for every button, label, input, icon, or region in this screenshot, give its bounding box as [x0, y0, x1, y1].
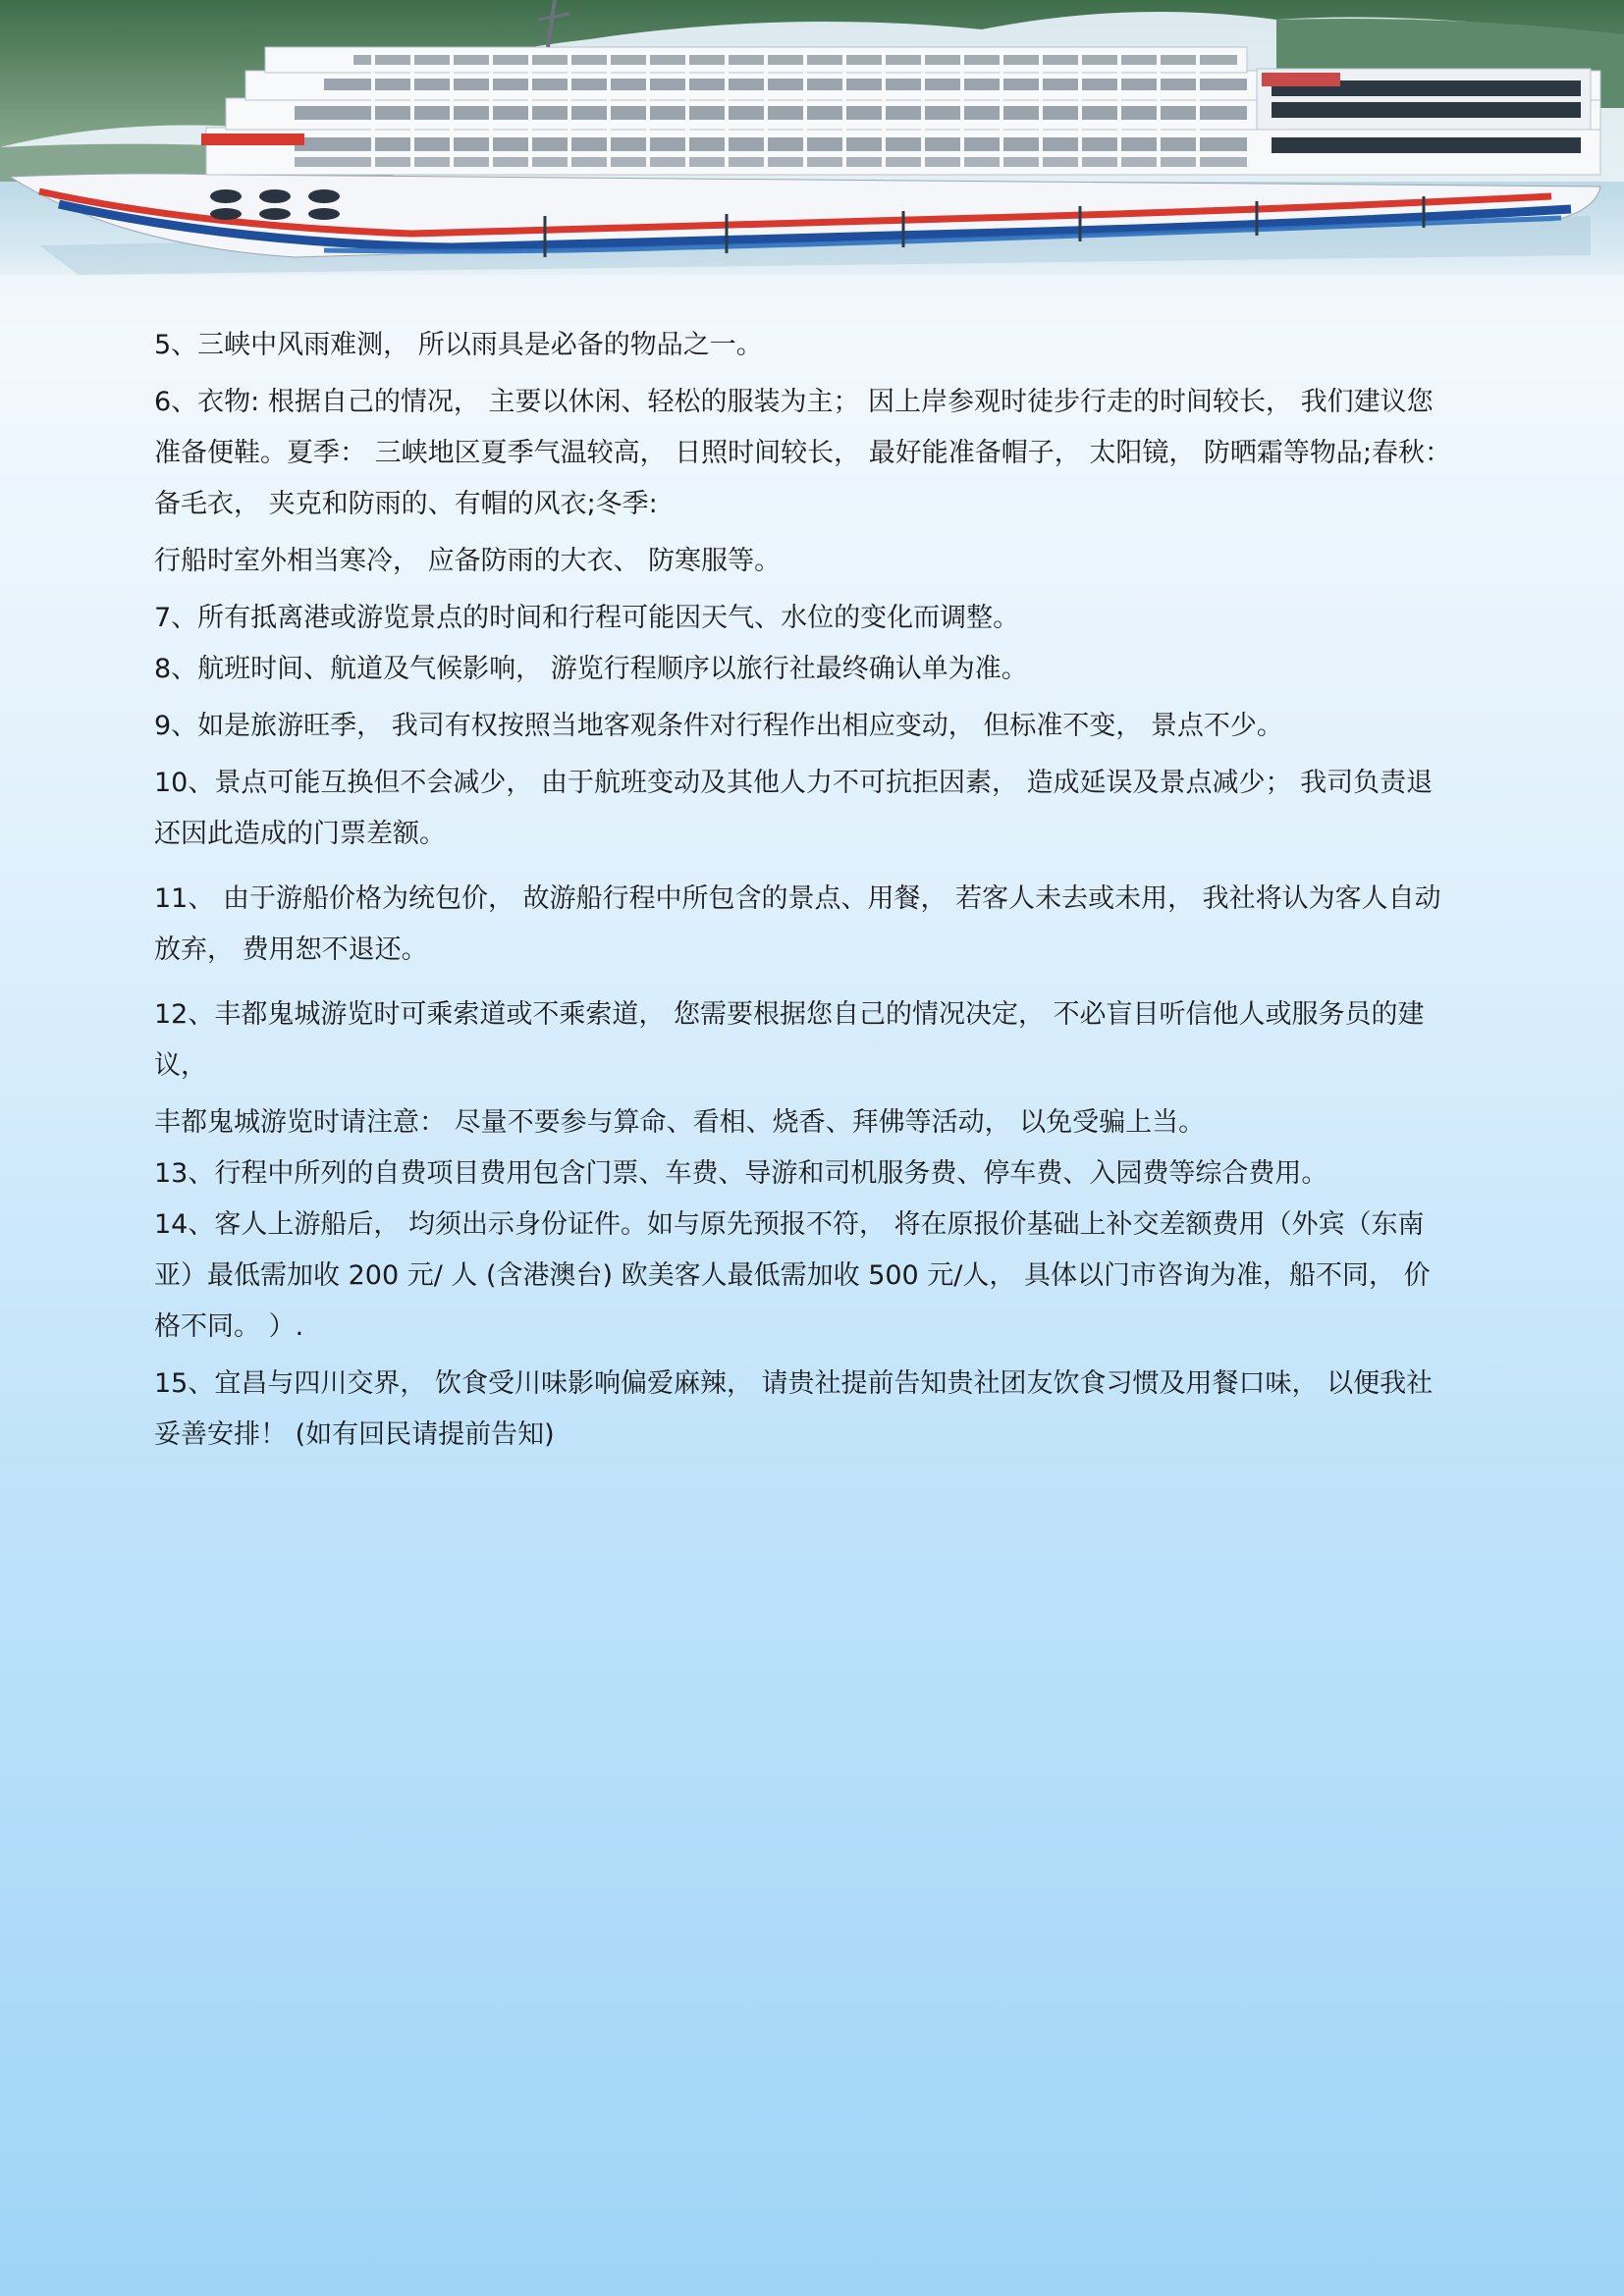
note-item: 9、如是旅游旺季， 我司有权按照当地客观条件对行程作出相应变动， 但标准不变， 景点不少。: [154, 711, 1283, 741]
note-item: 15、宜昌与四川交界， 饮食受川味影响偏爱麻辣， 请贵社提前告知贵社团友饮食习惯及用餐口味， 以便我社妥善安排！ (如有回民请提前告知): [154, 1368, 1434, 1450]
note-item: 14、客人上游船后， 均须出示身份证件。如与原先预报不符， 将在原报价基础上补交差额费用（外宾（东南亚）最低需加收 200 元/ 人 (含港澳台) 欧美客人最低需加收 500 元/人， 具体以门市咨询为准，船不同， 价格不同。 ）.: [154, 1209, 1431, 1342]
travel-notes: [154, 320, 1455, 1461]
note-item: 6、衣物: 根据自己的情况， 主要以休闲、轻松的服装为主； 因上岸参观时徒步行走的时间较长， 我们建议您准备便鞋。夏季： 三峡地区夏季气温较高， 日照时间较长， 最好能准备帽子， 太阳镜， 防晒霜等物品;春秋： 备毛衣， 夹克和防雨的、有帽的风衣;冬季:: [154, 387, 1452, 519]
cruise-ship-header-image: [0, 0, 1624, 324]
note-item: 5、三峡中风雨难测， 所以雨具是必备的物品之一。: [154, 330, 763, 360]
note-item: 行船时室外相当寒冷， 应备防雨的大衣、 防寒服等。: [154, 546, 782, 576]
note-item: 12、丰都鬼城游览时可乘索道或不乘索道， 您需要根据您自己的情况决定， 不必盲目听信他人或服务员的建议，: [154, 999, 1425, 1081]
note-item: 11、 由于游船价格为统包价， 故游船行程中所包含的景点、用餐， 若客人未去或未用， 我社将认为客人自动放弃， 费用恕不退还。: [154, 883, 1441, 965]
note-item: 13、行程中所列的自费项目费用包含门票、车费、导游和司机服务费、停车费、入园费等综合费用。: [154, 1158, 1328, 1189]
note-item: 8、航班时间、航道及气候影响， 游览行程顺序以旅行社最终确认单为准。: [154, 654, 1028, 684]
note-item: 10、景点可能互换但不会减少， 由于航班变动及其他人力不可抗拒因素， 造成延误及景点减少； 我司负责退还因此造成的门票差额。: [154, 768, 1434, 849]
note-item: 7、所有抵离港或游览景点的时间和行程可能因天气、水位的变化而调整。: [154, 603, 1020, 633]
note-item: 丰都鬼城游览时请注意： 尽量不要参与算命、看相、烧香、拜佛等活动， 以免受骗上当。: [154, 1107, 1206, 1138]
